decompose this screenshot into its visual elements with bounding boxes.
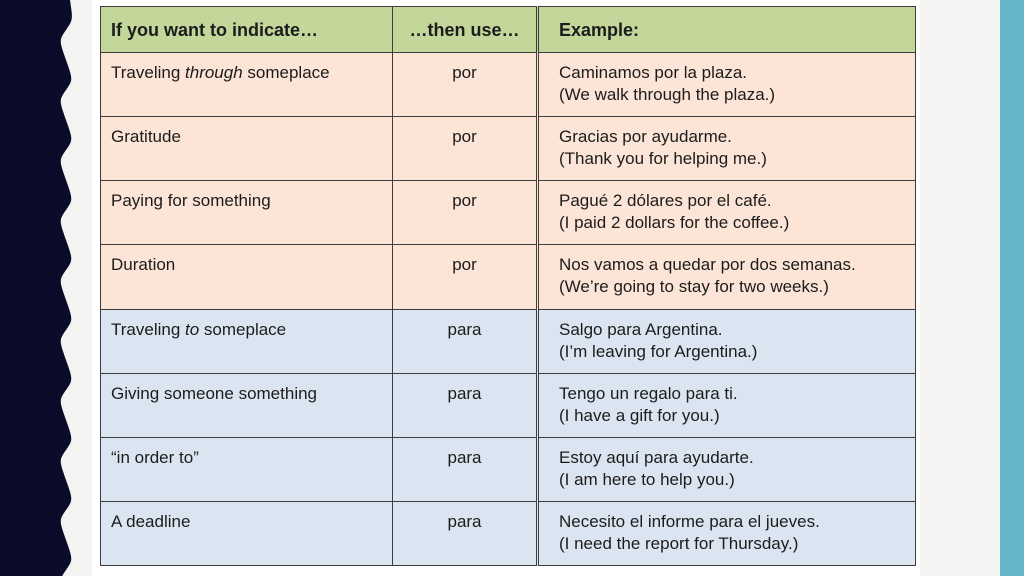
meaning-text: Traveling [111,63,186,82]
example-cell [538,117,916,181]
example-spanish: Tengo un regalo para ti. [559,383,738,403]
column-header-use: …then use… [393,7,538,53]
preposition-cell: para [393,501,538,565]
preposition-cell: por [393,53,538,117]
table-row [101,53,916,117]
example-english: (Thank you for helping me.) [559,149,767,169]
wavy-left-border [0,0,92,576]
meaning-cell [101,53,393,117]
meaning-cell: Giving someone something [101,373,393,437]
preposition-cell: por [393,181,538,245]
example-english: (I am here to help you.) [559,469,735,489]
table-row [101,501,916,565]
meaning-text-end: someplace [242,63,330,82]
table-row [101,309,916,373]
right-accent-band [1000,0,1024,576]
preposition-cell: por [393,245,538,309]
meaning-emphasis: to [185,319,200,339]
meaning-cell [101,309,393,373]
meaning-cell: Duration [101,245,393,309]
por-para-table [100,6,916,566]
example-spanish: Salgo para Argentina. [559,319,723,339]
example-english: (We’re going to stay for two weeks.) [559,277,829,297]
example-cell [538,181,916,245]
example-spanish: Nos vamos a quedar por dos semanas. [559,255,856,275]
column-header-indicate: If you want to indicate… [101,7,393,53]
example-english: (I’m leaving for Argentina.) [559,341,758,361]
example-spanish: Estoy aquí para ayudarte. [559,447,754,467]
preposition-cell: para [393,437,538,501]
column-header-example: Example: [538,7,916,53]
example-spanish: Necesito el informe para el jueves. [559,511,820,531]
meaning-text-end: someplace [199,319,287,339]
meaning-cell: Gratitude [101,117,393,181]
example-english: (I need the report for Thursday.) [559,533,799,553]
example-spanish: Caminamos por la plaza. [559,63,748,82]
table-row [101,437,916,501]
meaning-text: Traveling [111,319,186,339]
preposition-cell: por [393,117,538,181]
example-cell [538,309,916,373]
table-row [101,373,916,437]
example-cell [538,501,916,565]
table-header-row [101,7,916,53]
table-row [101,245,916,309]
example-cell [538,53,916,117]
table-row [101,181,916,245]
example-english: (We walk through the plaza.) [559,85,776,104]
example-english: (I have a gift for you.) [559,405,720,425]
meaning-cell: “in order to” [101,437,393,501]
example-english: (I paid 2 dollars for the coffee.) [559,213,790,233]
example-spanish: Pagué 2 dólares por el café. [559,191,772,211]
preposition-cell: para [393,309,538,373]
meaning-emphasis: through [185,63,243,82]
preposition-cell: para [393,373,538,437]
meaning-cell: A deadline [101,501,393,565]
example-spanish: Gracias por ayudarme. [559,127,732,147]
table-row [101,117,916,181]
example-cell [538,245,916,309]
meaning-cell: Paying for something [101,181,393,245]
example-cell [538,373,916,437]
example-cell [538,437,916,501]
